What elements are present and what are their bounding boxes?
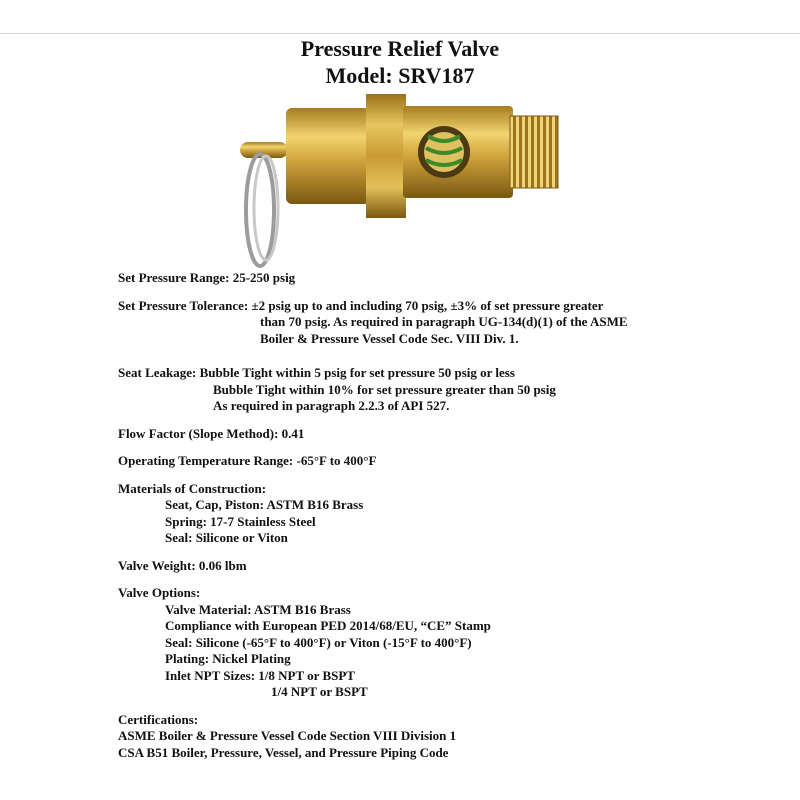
flow-factor-text: Flow Factor (Slope Method): 0.41 <box>118 425 305 441</box>
options-heading: Valve Options: <box>118 585 201 600</box>
temperature-range <box>118 453 788 470</box>
certification-item: CSA B51 Boiler, Pressure, Vessel, and Pressure Piping Code <box>118 744 449 760</box>
certifications <box>118 712 788 762</box>
top-divider <box>0 33 800 34</box>
model-title: Model: SRV187 <box>325 63 475 88</box>
options-npt-continuation: 1/4 NPT or BSPT <box>271 684 368 699</box>
temperature-range-text: Operating Temperature Range: -65°F to 400°F <box>118 453 377 468</box>
certification-item: ASME Boiler & Pressure Vessel Code Section VIII Division 1 <box>118 728 457 743</box>
materials-of-construction <box>118 481 788 547</box>
tolerance-line-2: than 70 psig. As required in paragraph UG-134(d)(1) of the ASME <box>260 314 628 329</box>
valve-options <box>118 585 788 701</box>
materials-item: Seal: Silicone or Viton <box>165 530 288 545</box>
tolerance-line-3: Boiler & Pressure Vessel Code Sec. VIII Div. 1. <box>260 330 519 346</box>
page-title: Pressure Relief Valve <box>300 36 500 61</box>
options-item: Plating: Nickel Plating <box>165 651 291 666</box>
set-pressure-range <box>118 270 788 287</box>
seat-leakage-line-1: Seat Leakage: Bubble Tight within 5 psig for set pressure 50 psig or less <box>118 365 515 380</box>
spec-sheet <box>118 270 788 772</box>
options-item: Valve Material: ASTM B16 Brass <box>165 601 351 617</box>
materials-item: Spring: 17-7 Stainless Steel <box>165 513 316 529</box>
valve-weight <box>118 558 788 575</box>
flow-factor <box>118 426 788 443</box>
certifications-heading: Certifications: <box>118 711 199 727</box>
seat-leakage-line-2: Bubble Tight within 10% for set pressure greater than 50 psig <box>213 381 556 397</box>
options-item: Inlet NPT Sizes: 1/8 NPT or BSPT <box>165 667 355 683</box>
options-item: Compliance with European PED 2014/68/EU, “CE” Stamp <box>165 618 491 633</box>
valve-weight-text: Valve Weight: 0.06 lbm <box>118 557 247 573</box>
set-pressure-tolerance <box>118 298 788 348</box>
seat-leakage <box>118 365 788 415</box>
materials-heading: Materials of Construction: <box>118 480 267 496</box>
tolerance-line-1: Set Pressure Tolerance: ±2 psig up to and including 70 psig, ±3% of set pressure greater <box>118 297 604 313</box>
set-pressure-range-text: Set Pressure Range: 25-250 psig <box>118 270 296 285</box>
seat-leakage-line-3: As required in paragraph 2.2.3 of API 527. <box>213 398 450 413</box>
options-item: Seal: Silicone (-65°F to 400°F) or Viton (-15°F to 400°F) <box>165 634 472 650</box>
materials-item: Seat, Cap, Piston: ASTM B16 Brass <box>165 497 364 512</box>
valve-product-image <box>228 90 568 270</box>
